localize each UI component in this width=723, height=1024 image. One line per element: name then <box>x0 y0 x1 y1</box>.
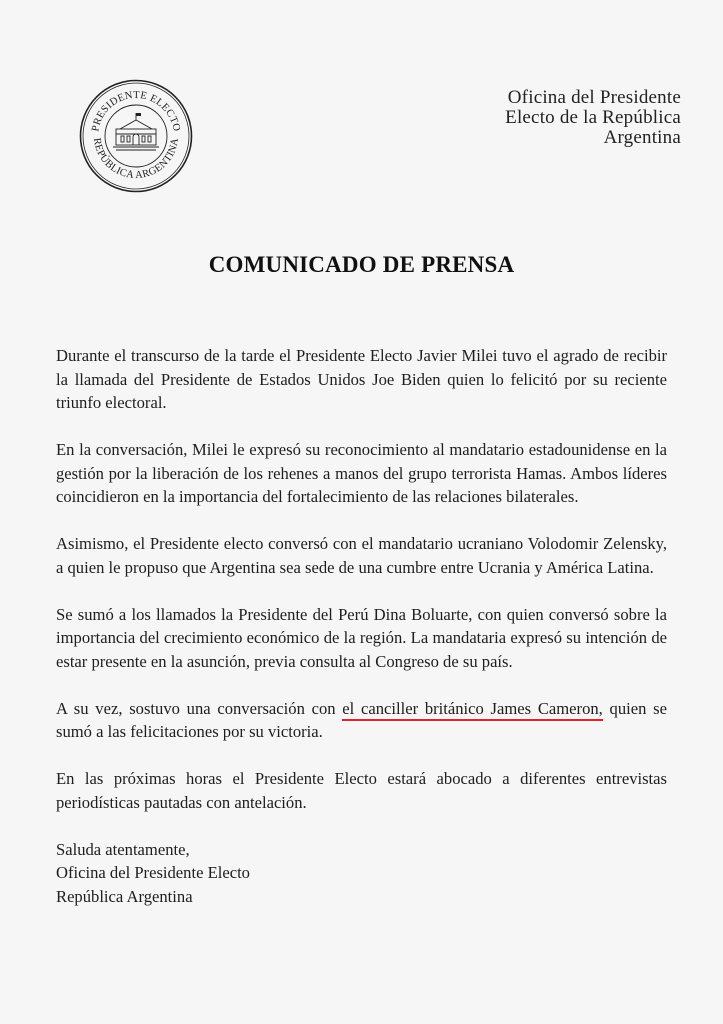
paragraph-3: Asimismo, el Presidente electo conversó con el mandatario ucraniano Volodomir Zelensky, a quien le propuso que Argentina sea sede de una cumbre entre Ucrania y América Latina. <box>56 534 667 577</box>
signature-block <box>56 838 667 909</box>
paragraph-6: En las próximas horas el Presidente Electo estará abocado a diferentes entrevistas periodísticas pautadas con antelación. <box>56 769 667 812</box>
signature-line-2: Oficina del Presidente Electo <box>56 863 250 882</box>
paragraph-5-start: A su vez, sostuvo una conversación con <box>56 698 343 718</box>
document-title: COMUNICADO DE PRENSA <box>208 252 515 277</box>
office-header <box>505 88 681 148</box>
paragraph-5-end: quien se sumó a las felicitaciones por su victoria. <box>56 698 667 741</box>
paragraph-5 <box>56 697 667 744</box>
office-line-3: Argentina <box>603 127 681 148</box>
seal-top-text: PRESIDENTE ELECTO <box>90 89 182 133</box>
signature-line-1: Saluda atentamente, <box>56 839 190 859</box>
office-line-2: Electo de la República <box>505 107 681 128</box>
paragraph-4: Se sumó a los llamados la Presidente del Perú Dina Boluarte, con quien conversó sobre la importancia del crecimiento económico de la región. La mandataria expresó su intención de estar presente en la asunción, previa consulta al Congreso de su país. <box>56 604 667 671</box>
paragraph-2: En la conversación, Milei le expresó su reconocimiento al mandatario estadounidense en la gestión por la liberación de los rehenes a manos del grupo terrorista Hamas. Ambos líderes coincidieron en la importancia del fortalecimiento de las relaciones bilaterales. <box>56 440 667 506</box>
presidential-seal-icon <box>79 79 193 193</box>
paragraph-1: Durante el transcurso de la tarde el Presidente Electo Javier Milei tuvo el agrado de recibir la llamada del Presidente de Estados Unidos Joe Biden quien lo felicitó por su reciente triunfo electoral. <box>56 346 667 412</box>
seal-bottom-text: REPÚBLICA ARGENTINA <box>90 137 182 182</box>
svg-text:PRESIDENTE ELECTO <box>90 90 182 133</box>
signature-line-3: República Argentina <box>56 886 193 906</box>
office-line-1: Oficina del Presidente <box>507 87 681 108</box>
press-release-body <box>56 344 667 908</box>
highlighted-phrase: el canciller británico James Cameron, <box>342 699 603 721</box>
svg-text:REPÚBLICA ARGENTINA <box>91 137 181 181</box>
casa-rosada-building-icon <box>113 113 159 150</box>
